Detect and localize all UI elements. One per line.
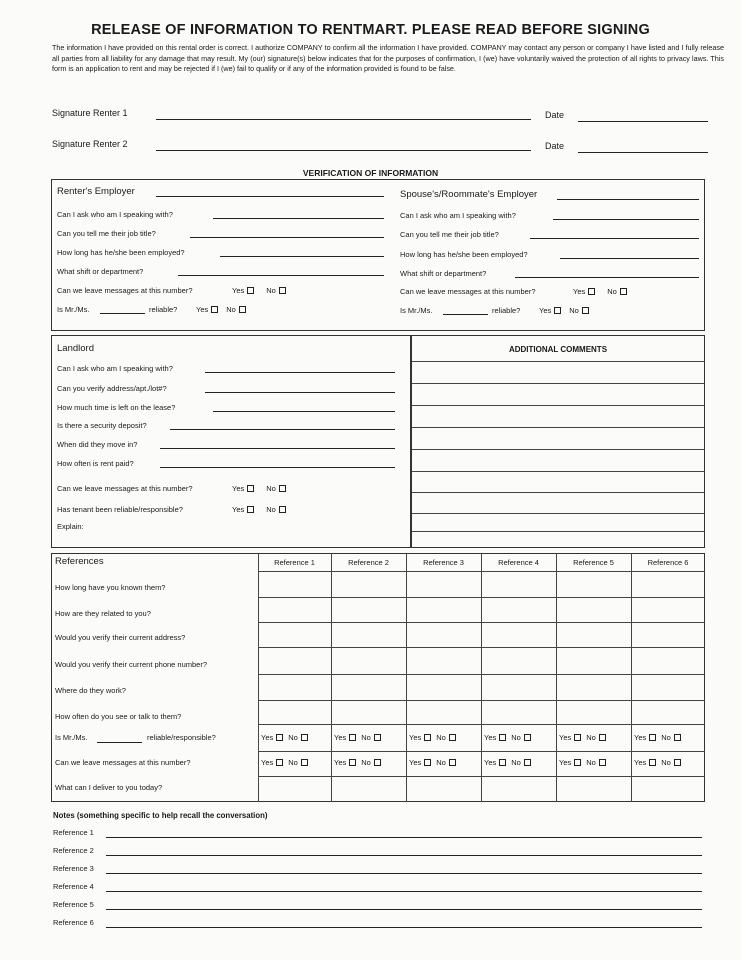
reference-5-reliable-options xyxy=(559,733,606,742)
landlord-explain-label: Explain: xyxy=(57,522,84,531)
no-label: No xyxy=(361,758,371,767)
landlord-messages-label: Can we leave messages at this number? xyxy=(57,484,193,493)
landlord-reliable-label: Has tenant been reliable/responsible? xyxy=(57,505,183,514)
references-messages-label: Can we leave messages at this number? xyxy=(55,758,191,767)
landlord-question-rent: How often is rent paid? xyxy=(57,459,134,468)
note-reference-4-field[interactable] xyxy=(106,891,702,892)
landlord-question-lease: How much time is left on the lease? xyxy=(57,403,176,412)
reference-3-reliable-no-checkbox[interactable] xyxy=(449,734,456,741)
spouse-shift-field[interactable] xyxy=(515,277,699,278)
no-label: No xyxy=(436,733,446,742)
date-2-field[interactable] xyxy=(578,152,708,153)
comment-line-2[interactable] xyxy=(412,383,704,384)
reference-5-messages-options xyxy=(559,758,606,767)
yes-label: Yes xyxy=(261,758,274,767)
verification-heading: VERIFICATION OF INFORMATION xyxy=(302,168,439,178)
reference-4-reliable-options xyxy=(484,733,531,742)
spouse-reliable-prefix: Is Mr./Ms. xyxy=(400,306,433,315)
reference-5-reliable-no-checkbox[interactable] xyxy=(599,734,606,741)
signature-renter-2-field[interactable] xyxy=(156,150,531,151)
comment-line-4[interactable] xyxy=(412,427,704,428)
note-reference-3-field[interactable] xyxy=(106,873,702,874)
reference-5-messages-yes-checkbox[interactable] xyxy=(574,759,581,766)
reference-row-divider-5 xyxy=(258,674,705,675)
yes-label: Yes xyxy=(559,758,572,767)
reference-1-messages-yes-checkbox[interactable] xyxy=(276,759,283,766)
reference-6-reliable-options xyxy=(634,733,681,742)
reference-1-messages-no-checkbox[interactable] xyxy=(301,759,308,766)
landlord-speaking-field[interactable] xyxy=(205,372,395,373)
reference-row-divider-7 xyxy=(258,724,705,725)
form-title: RELEASE OF INFORMATION TO RENTMART. PLEASE READ BEFORE SIGNING xyxy=(91,22,650,38)
yes-label: Yes xyxy=(559,733,572,742)
renter-question-speaking: Can I ask who am I speaking with? xyxy=(57,210,173,219)
comment-line-6[interactable] xyxy=(412,471,704,472)
spouse-reliable-options: Yes No xyxy=(539,306,595,315)
reference-1-messages-options xyxy=(261,758,308,767)
signature-renter-2-label: Signature Renter 2 xyxy=(52,139,128,149)
reference-column-divider-6 xyxy=(631,553,632,802)
renter-reliable-no-checkbox[interactable] xyxy=(239,306,246,313)
reference-3-messages-no-checkbox[interactable] xyxy=(449,759,456,766)
reference-2-reliable-options xyxy=(334,733,381,742)
yes-label: Yes xyxy=(634,733,647,742)
reference-column-divider-3 xyxy=(406,553,407,802)
spouse-employer-label: Spouse's/Roommate's Employer xyxy=(400,189,538,200)
renter-reliable-name-field[interactable] xyxy=(100,313,145,314)
reference-2-reliable-no-checkbox[interactable] xyxy=(374,734,381,741)
yes-label: Yes xyxy=(334,758,347,767)
references-question-address: Would you verify their current address? xyxy=(55,633,186,642)
spouse-messages-yes-checkbox[interactable] xyxy=(588,288,595,295)
spouse-reliable-no-checkbox[interactable] xyxy=(582,307,589,314)
reference-4-messages-options xyxy=(484,758,531,767)
renter-title-field[interactable] xyxy=(190,237,384,238)
landlord-reliable-options: Yes No xyxy=(232,505,292,514)
landlord-reliable-no-checkbox[interactable] xyxy=(279,506,286,513)
renter-speaking-field[interactable] xyxy=(213,218,384,219)
references-question-related: How are they related to you? xyxy=(55,609,151,618)
spouse-question-title: Can you tell me their job title? xyxy=(400,230,499,239)
yes-label: Yes xyxy=(409,733,422,742)
notes-heading: Notes (something specific to help recall the conversation) xyxy=(53,811,268,820)
no-label: No xyxy=(288,733,298,742)
renter-messages-no-checkbox[interactable] xyxy=(279,287,286,294)
reference-column-divider-2 xyxy=(331,553,332,802)
landlord-move-in-field[interactable] xyxy=(160,448,395,449)
landlord-lease-field[interactable] xyxy=(213,411,395,412)
reference-6-messages-yes-checkbox[interactable] xyxy=(649,759,656,766)
reference-1-reliable-yes-checkbox[interactable] xyxy=(276,734,283,741)
reference-row-divider-9 xyxy=(258,776,705,777)
note-reference-1-label: Reference 1 xyxy=(53,828,94,837)
renter-reliable-yes-checkbox[interactable] xyxy=(211,306,218,313)
spouse-reliable-name-field[interactable] xyxy=(443,314,488,315)
landlord-question-address: Can you verify address/apt./lot#? xyxy=(57,384,167,393)
spouse-reliable-suffix: reliable? xyxy=(492,306,521,315)
no-label: No xyxy=(586,758,596,767)
renter-question-shift: What shift or department? xyxy=(57,267,144,276)
no-label: No xyxy=(288,758,298,767)
spouse-speaking-field[interactable] xyxy=(553,219,699,220)
reference-row-divider-6 xyxy=(258,700,705,701)
renter-employed-field[interactable] xyxy=(220,256,384,257)
reference-3-messages-options xyxy=(409,758,456,767)
reference-6-messages-options xyxy=(634,758,681,767)
renter-question-title: Can you tell me their job title? xyxy=(57,229,156,238)
yes-label: Yes xyxy=(634,758,647,767)
reference-4-messages-yes-checkbox[interactable] xyxy=(499,759,506,766)
yes-label: Yes xyxy=(409,758,422,767)
spouse-employed-field[interactable] xyxy=(560,258,699,259)
spouse-messages-options: Yes No xyxy=(573,287,633,296)
yes-label: Yes xyxy=(334,733,347,742)
note-reference-1-field[interactable] xyxy=(106,837,702,838)
renter-question-employed: How long has he/she been employed? xyxy=(57,248,185,257)
landlord-deposit-field[interactable] xyxy=(170,429,395,430)
references-deliver-label: What can I deliver to you today? xyxy=(55,783,163,792)
spouse-reliable-yes-checkbox[interactable] xyxy=(554,307,561,314)
references-question-known: How long have you known them? xyxy=(55,583,166,592)
renter-reliable-suffix: reliable? xyxy=(149,305,178,314)
note-reference-3-label: Reference 3 xyxy=(53,864,94,873)
comment-line-3[interactable] xyxy=(412,405,704,406)
comments-heading: ADDITIONAL COMMENTS xyxy=(508,345,608,354)
spouse-messages-no-checkbox[interactable] xyxy=(620,288,627,295)
reference-column-divider-1 xyxy=(258,553,259,802)
reference-6-reliable-no-checkbox[interactable] xyxy=(674,734,681,741)
yes-label: Yes xyxy=(484,758,497,767)
landlord-question-speaking: Can I ask who am I speaking with? xyxy=(57,364,173,373)
note-reference-2-field[interactable] xyxy=(106,855,702,856)
no-label: No xyxy=(661,733,671,742)
comment-line-5[interactable] xyxy=(412,449,704,450)
renter-employer-field[interactable] xyxy=(156,196,384,197)
reference-3-header: Reference 3 xyxy=(423,558,464,567)
landlord-messages-no-checkbox[interactable] xyxy=(279,485,286,492)
comment-line-1[interactable] xyxy=(412,361,704,362)
no-label: No xyxy=(661,758,671,767)
reference-column-divider-5 xyxy=(556,553,557,802)
comment-line-9[interactable] xyxy=(412,531,704,532)
no-label: No xyxy=(361,733,371,742)
renter-messages-yes-checkbox[interactable] xyxy=(247,287,254,294)
release-paragraph: The information I have provided on this rental order is correct. I authorize COMPANY to confirm all the information I have provided. COMPANY may contact any person or company I have listed and I fully release all parties from all liability for any damage that may result. My (our) signature(s) below indicates that for the purposes of confirmation, I (we) have voluntarily waived the protection of all rights to privacy laws. This form is an application to rent and may be rejected if I (we) fail to qualify or if any of the information provided is found to be false. xyxy=(52,43,724,74)
note-reference-4-label: Reference 4 xyxy=(53,882,94,891)
reference-5-header: Reference 5 xyxy=(573,558,614,567)
reference-2-messages-no-checkbox[interactable] xyxy=(374,759,381,766)
reference-4-header: Reference 4 xyxy=(498,558,539,567)
spouse-title-field[interactable] xyxy=(530,238,699,239)
reference-3-reliable-yes-checkbox[interactable] xyxy=(424,734,431,741)
references-reliable-name-field[interactable] xyxy=(97,742,142,743)
note-reference-6-label: Reference 6 xyxy=(53,918,94,927)
reference-5-messages-no-checkbox[interactable] xyxy=(599,759,606,766)
renter-messages-options: Yes No xyxy=(232,286,292,295)
landlord-messages-options: Yes No xyxy=(232,484,292,493)
note-reference-6-field[interactable] xyxy=(106,927,702,928)
reference-2-messages-options xyxy=(334,758,381,767)
date-1-label: Date xyxy=(545,110,565,120)
references-reliable-suffix: reliable/responsible? xyxy=(147,733,216,742)
reference-3-reliable-options xyxy=(409,733,456,742)
renter-reliable-prefix: Is Mr./Ms. xyxy=(57,305,90,314)
date-2-label: Date xyxy=(545,141,565,151)
reference-6-messages-no-checkbox[interactable] xyxy=(674,759,681,766)
comment-line-8[interactable] xyxy=(412,513,704,514)
reference-4-reliable-no-checkbox[interactable] xyxy=(524,734,531,741)
reference-2-reliable-yes-checkbox[interactable] xyxy=(349,734,356,741)
note-reference-5-field[interactable] xyxy=(106,909,702,910)
reference-column-divider-4 xyxy=(481,553,482,802)
reference-1-reliable-no-checkbox[interactable] xyxy=(301,734,308,741)
yes-label: Yes xyxy=(484,733,497,742)
note-reference-2-label: Reference 2 xyxy=(53,846,94,855)
spouse-employer-field[interactable] xyxy=(557,199,699,200)
no-label: No xyxy=(511,733,521,742)
date-1-field[interactable] xyxy=(578,121,708,122)
references-label: References xyxy=(55,556,104,567)
landlord-address-field[interactable] xyxy=(205,392,395,393)
yes-label: Yes xyxy=(261,733,274,742)
renter-employer-label: Renter's Employer xyxy=(57,186,135,197)
no-label: No xyxy=(586,733,596,742)
landlord-reliable-yes-checkbox[interactable] xyxy=(247,506,254,513)
reference-row-divider-1 xyxy=(258,571,705,572)
renter-messages-label: Can we leave messages at this number? xyxy=(57,286,193,295)
no-label: No xyxy=(511,758,521,767)
reference-6-reliable-yes-checkbox[interactable] xyxy=(649,734,656,741)
reference-2-messages-yes-checkbox[interactable] xyxy=(349,759,356,766)
reference-4-messages-no-checkbox[interactable] xyxy=(524,759,531,766)
references-question-often: How often do you see or talk to them? xyxy=(55,712,182,721)
reference-row-divider-3 xyxy=(258,622,705,623)
landlord-rent-field[interactable] xyxy=(160,467,395,468)
reference-2-header: Reference 2 xyxy=(348,558,389,567)
signature-renter-1-label: Signature Renter 1 xyxy=(52,108,128,118)
comment-line-7[interactable] xyxy=(412,492,704,493)
spouse-question-employed: How long has he/she been employed? xyxy=(400,250,528,259)
reference-1-reliable-options xyxy=(261,733,308,742)
spouse-question-speaking: Can I ask who am I speaking with? xyxy=(400,211,516,220)
references-question-work: Where do they work? xyxy=(55,686,126,695)
renter-shift-field[interactable] xyxy=(178,275,384,276)
spouse-messages-label: Can we leave messages at this number? xyxy=(400,287,536,296)
note-reference-5-label: Reference 5 xyxy=(53,900,94,909)
landlord-label: Landlord xyxy=(57,343,94,354)
landlord-messages-yes-checkbox[interactable] xyxy=(247,485,254,492)
no-label: No xyxy=(436,758,446,767)
renter-reliable-options: Yes No xyxy=(196,305,252,314)
reference-5-reliable-yes-checkbox[interactable] xyxy=(574,734,581,741)
reference-row-divider-8 xyxy=(258,751,705,752)
reference-3-messages-yes-checkbox[interactable] xyxy=(424,759,431,766)
spouse-question-shift: What shift or department? xyxy=(400,269,487,278)
reference-1-header: Reference 1 xyxy=(274,558,315,567)
landlord-question-move-in: When did they move in? xyxy=(57,440,138,449)
reference-6-header: Reference 6 xyxy=(647,558,689,567)
landlord-question-deposit: Is there a security deposit? xyxy=(57,421,147,430)
signature-renter-1-field[interactable] xyxy=(156,119,531,120)
reference-row-divider-2 xyxy=(258,597,705,598)
reference-row-divider-4 xyxy=(258,647,705,648)
comments-section[interactable] xyxy=(411,335,705,548)
reference-4-reliable-yes-checkbox[interactable] xyxy=(499,734,506,741)
references-reliable-prefix: Is Mr./Ms. xyxy=(55,733,88,742)
references-question-phone: Would you verify their current phone number? xyxy=(55,660,208,669)
